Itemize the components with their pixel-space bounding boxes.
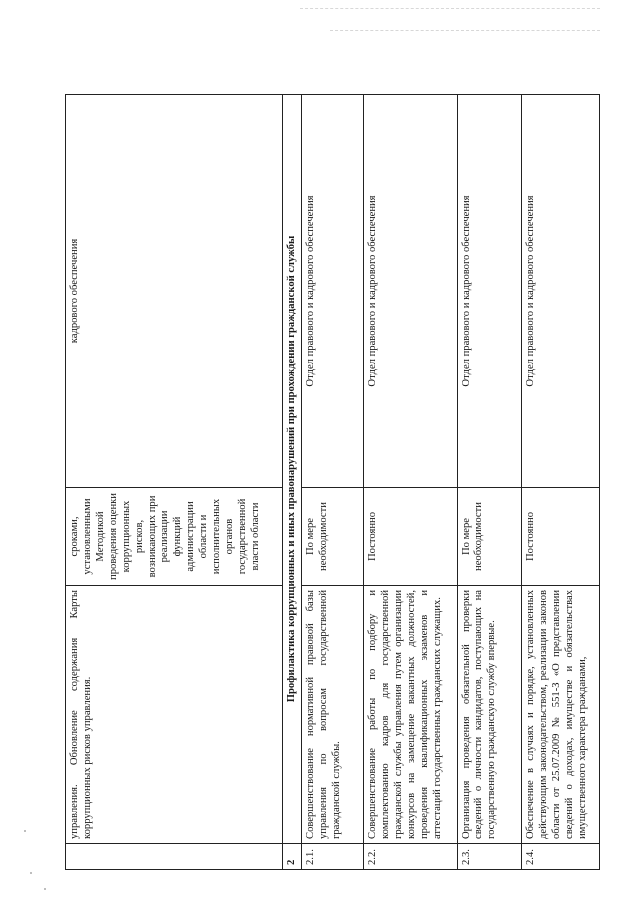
responsible-cell: Отдел правового и кадрового обеспечения <box>522 95 600 488</box>
row-number: 2.4. <box>522 844 600 870</box>
scan-speck <box>24 830 26 832</box>
section-title: Профилактика коррупционных и иных правонарушений при прохождении гражданской службы <box>283 95 301 844</box>
section-header-row <box>283 95 301 870</box>
measure-cell: Организация проведения обязательной проверки сведений о личности кандидатов, поступающих на государственную гражданскую службу впервые. <box>457 586 522 844</box>
scan-speck <box>44 888 46 890</box>
rotated-page <box>65 95 600 870</box>
table-row <box>66 95 283 870</box>
deadline-cell: По мере необходимости <box>301 488 364 586</box>
row-number: 2.1. <box>301 844 364 870</box>
row-number: 2.2. <box>364 844 457 870</box>
scan-artifact-line <box>330 30 600 32</box>
table-row <box>522 95 600 870</box>
row-number: 2.3. <box>457 844 522 870</box>
table-row <box>364 95 457 870</box>
scan-artifact-top <box>300 8 600 11</box>
measure-cell: Обеспечение в случаях и порядке, установленных действующим законодательством, реализации законов области от 25.07.2009 № 551-З «О представлении сведений о доходах, имуществе и обязательствах имущественного характера гражданами, <box>522 586 600 844</box>
table-row <box>301 95 364 870</box>
scan-speck <box>30 872 32 874</box>
responsible-cell: Отдел правового и кадрового обеспечения <box>301 95 364 488</box>
section-number: 2 <box>283 844 301 870</box>
responsible-cell: кадрового обеспечения <box>66 95 283 488</box>
row-number-cell <box>66 844 283 870</box>
measure-cell: Совершенствование работы по подбору и комплектованию кадров для государственной гражданской службы управления путем организации конкурсов на замещение вакантных должностей, проведения квалификационных экзаменов и аттестаций государственных гражданских служащих. <box>364 586 457 844</box>
measure-cell: Совершенствование нормативной правовой базы управления по вопросам государственной гражданской службы. <box>301 586 364 844</box>
responsible-cell: Отдел правового и кадрового обеспечения <box>364 95 457 488</box>
deadline-cell: сроками, установленными Методикой проведения оценки коррупционных рисков, возникающих при реализации функций администрации области и исполнительных органов государственной власти области <box>66 488 283 586</box>
measure-cell: управления. Обновление содержания Карты коррупционных рисков управления. <box>66 586 283 844</box>
deadline-cell: Постоянно <box>522 488 600 586</box>
deadline-cell: Постоянно <box>364 488 457 586</box>
anticorruption-plan-table <box>65 94 600 870</box>
responsible-cell: Отдел правового и кадрового обеспечения <box>457 95 522 488</box>
table-row <box>457 95 522 870</box>
deadline-cell: По мере необходимости <box>457 488 522 586</box>
